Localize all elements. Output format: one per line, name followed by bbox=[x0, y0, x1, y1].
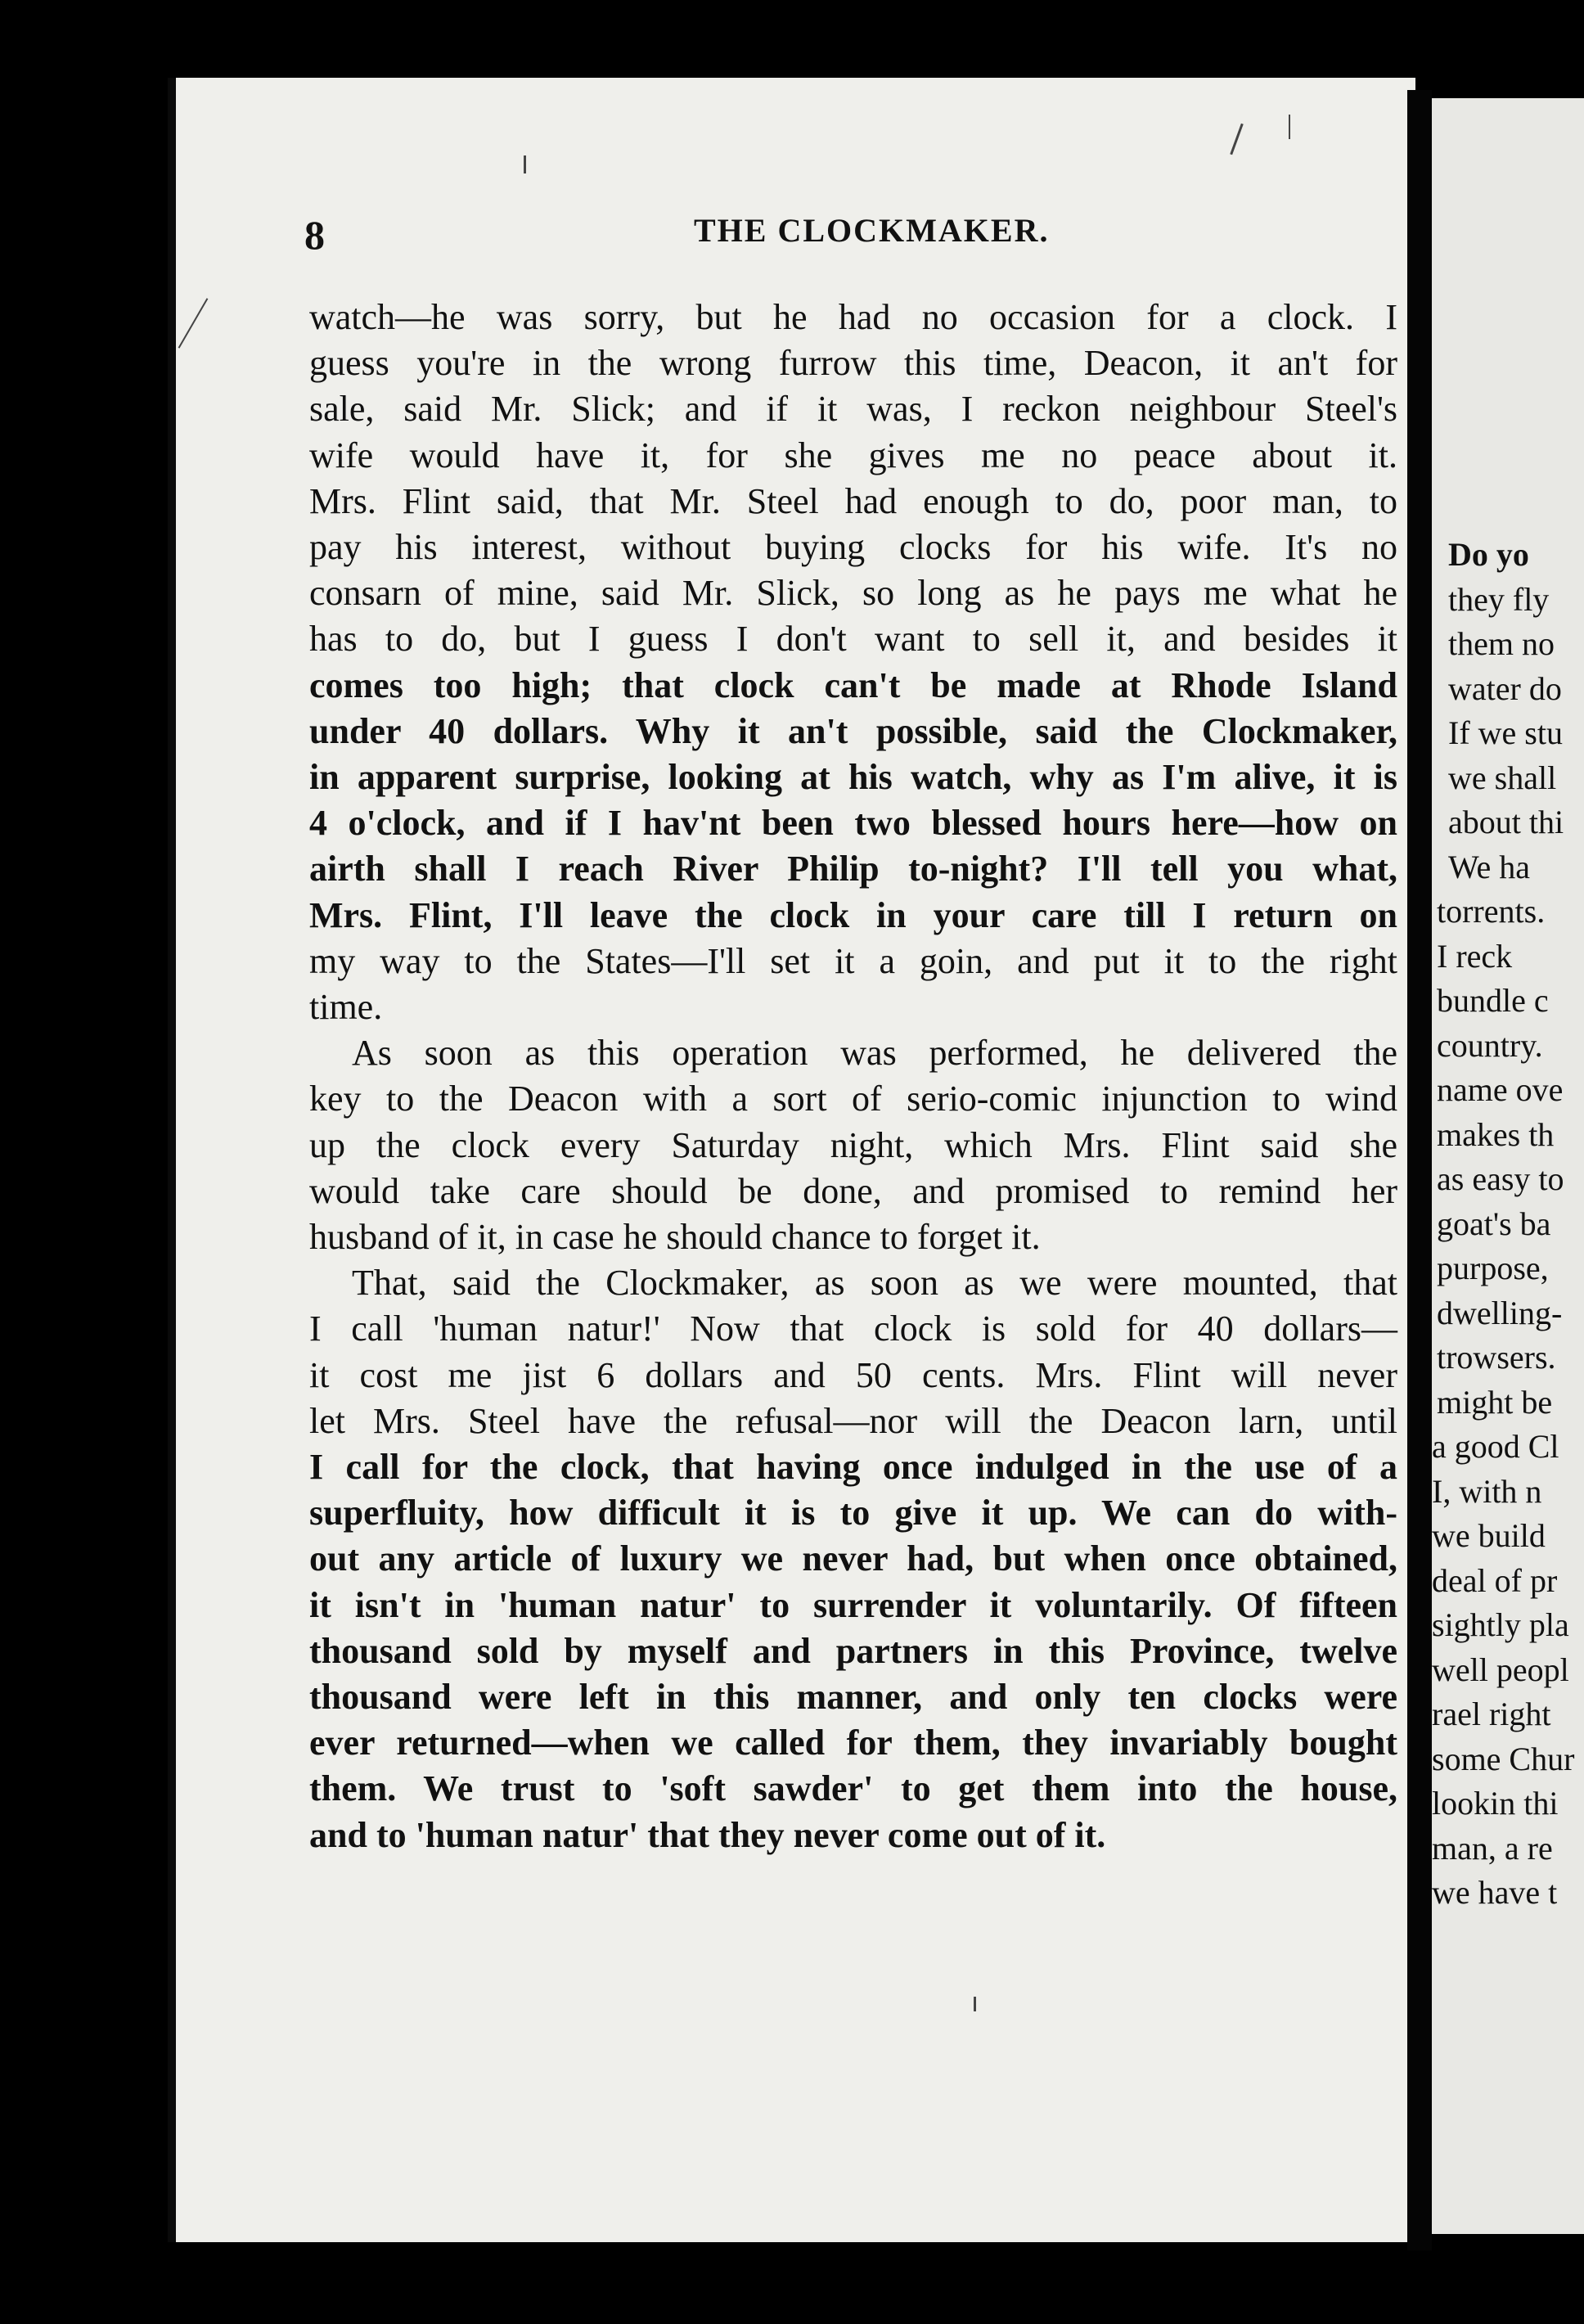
text-line: watch—he was sorry, but he had no occasion for a clock. I bbox=[309, 297, 1397, 337]
facing-page-line: might be bbox=[1437, 1383, 1553, 1421]
text-line: husband of it, in case he should chance to forget it. bbox=[309, 1217, 1041, 1257]
page-number: 8 bbox=[304, 212, 325, 258]
facing-page-line: Do yo bbox=[1448, 536, 1529, 573]
facing-page-line: country. bbox=[1437, 1026, 1543, 1064]
text-line: let Mrs. Steel have the refusal—nor will the Deacon larn, until bbox=[309, 1400, 1397, 1441]
text-line: consarn of mine, said Mr. Slick, so long as he pays me what he bbox=[309, 573, 1397, 614]
facing-page-line: I, with n bbox=[1432, 1472, 1542, 1510]
text-line: superfluity, how difficult it is to give it up. We can do with- bbox=[309, 1493, 1397, 1534]
text-line: sale, said Mr. Slick; and if it was, I reckon neighbour Steel's bbox=[309, 389, 1397, 430]
text-line: time. bbox=[309, 987, 383, 1027]
facing-page-line: some Chur bbox=[1432, 1740, 1575, 1777]
text-line: As soon as this operation was performed, he delivered the bbox=[352, 1033, 1397, 1074]
text-line: That, said the Clockmaker, as soon as we were mounted, that bbox=[352, 1263, 1397, 1304]
facing-page-line: sightly pla bbox=[1432, 1606, 1569, 1643]
facing-page-line: If we stu bbox=[1448, 714, 1563, 751]
facing-page-line: We ha bbox=[1448, 848, 1531, 885]
text-line: thousand were left in this manner, and only ten clocks were bbox=[309, 1677, 1397, 1717]
facing-page-line: goat's ba bbox=[1437, 1205, 1551, 1242]
text-line: it cost me jist 6 dollars and 50 cents. Mrs. Flint will never bbox=[309, 1354, 1397, 1395]
text-line: them. We trust to 'soft sawder' to get them into the house, bbox=[309, 1768, 1397, 1809]
facing-page bbox=[1432, 98, 1584, 2234]
facing-page-line: we shall bbox=[1448, 759, 1557, 796]
facing-page-line: name ove bbox=[1437, 1071, 1564, 1108]
facing-page-line: water do bbox=[1448, 669, 1562, 707]
text-line: I call for the clock, that having once indulged in the use of a bbox=[309, 1447, 1397, 1487]
text-line: guess you're in the wrong furrow this time, Deacon, it an't for bbox=[309, 343, 1397, 384]
facing-page-line: bundle c bbox=[1437, 982, 1549, 1019]
facing-page-line: man, a re bbox=[1432, 1829, 1553, 1867]
text-line: 4 o'clock, and if I hav'nt been two blessed hours here—how on bbox=[309, 803, 1397, 844]
facing-page-line: I reck bbox=[1437, 937, 1513, 975]
facing-page-line: trowsers. bbox=[1437, 1339, 1556, 1376]
facing-page-line: as easy to bbox=[1437, 1160, 1564, 1197]
facing-page-line: we have t bbox=[1432, 1874, 1558, 1911]
text-line: Mrs. Flint, I'll leave the clock in your care till I return on bbox=[309, 894, 1397, 935]
text-line: out any article of luxury we never had, but when once obtained, bbox=[309, 1538, 1397, 1579]
facing-page-line: lookin thi bbox=[1432, 1785, 1559, 1822]
text-line: up the clock every Saturday night, which Mrs. Flint said she bbox=[309, 1124, 1397, 1165]
text-line: has to do, but I guess I don't want to sell it, and besides it bbox=[309, 619, 1397, 660]
text-line: Mrs. Flint said, that Mr. Steel had enough to do, poor man, to bbox=[309, 480, 1397, 521]
facing-page-line: about thi bbox=[1448, 804, 1564, 840]
text-line: key to the Deacon with a sort of serio-comic injunction to wind bbox=[309, 1079, 1397, 1119]
text-line: would take care should be done, and promised to remind her bbox=[309, 1170, 1397, 1211]
text-line: thousand sold by myself and partners in this Province, twelve bbox=[309, 1630, 1397, 1671]
text-line: under 40 dollars. Why it an't possible, said the Clockmaker, bbox=[309, 710, 1397, 751]
facing-page-line: dwelling- bbox=[1437, 1294, 1563, 1331]
text-line: comes too high; that clock can't be made at Rhode Island bbox=[309, 664, 1397, 705]
facing-page-line: a good Cl bbox=[1432, 1428, 1559, 1465]
facing-page-line: torrents. bbox=[1437, 893, 1546, 930]
facing-page-line: deal of pr bbox=[1432, 1561, 1558, 1599]
facing-page-line: well peopl bbox=[1432, 1651, 1569, 1688]
text-line: pay his interest, without buying clocks for his wife. It's no bbox=[309, 527, 1397, 567]
facing-page-line: purpose, bbox=[1437, 1250, 1549, 1286]
facing-page-line: rael right bbox=[1432, 1696, 1551, 1732]
text-line: ever returned—when we called for them, they invariably bought bbox=[309, 1723, 1397, 1763]
text-line: and to 'human natur' that they never come out of it. bbox=[309, 1814, 1106, 1855]
text-line: in apparent surprise, looking at his watch, why as I'm alive, it is bbox=[309, 757, 1397, 797]
text-line: wife would have it, for she gives me no peace about it. bbox=[309, 435, 1397, 475]
facing-page-line: we build bbox=[1432, 1517, 1546, 1554]
facing-page-line: they fly bbox=[1448, 580, 1550, 618]
facing-page-line: makes th bbox=[1437, 1115, 1555, 1153]
text-line: my way to the States—I'll set it a goin, and put it to the right bbox=[309, 940, 1397, 981]
text-line: airth shall I reach River Philip to-night? I'll tell you what, bbox=[309, 849, 1397, 890]
running-head: THE CLOCKMAKER. bbox=[694, 212, 1050, 249]
text-line: I call 'human natur!' Now that clock is sold for 40 dollars— bbox=[309, 1308, 1397, 1349]
text-line: it isn't in 'human natur' to surrender it voluntarily. Of fifteen bbox=[309, 1584, 1397, 1625]
facing-page-line: them no bbox=[1448, 625, 1555, 662]
book-gutter bbox=[1407, 90, 1432, 2250]
